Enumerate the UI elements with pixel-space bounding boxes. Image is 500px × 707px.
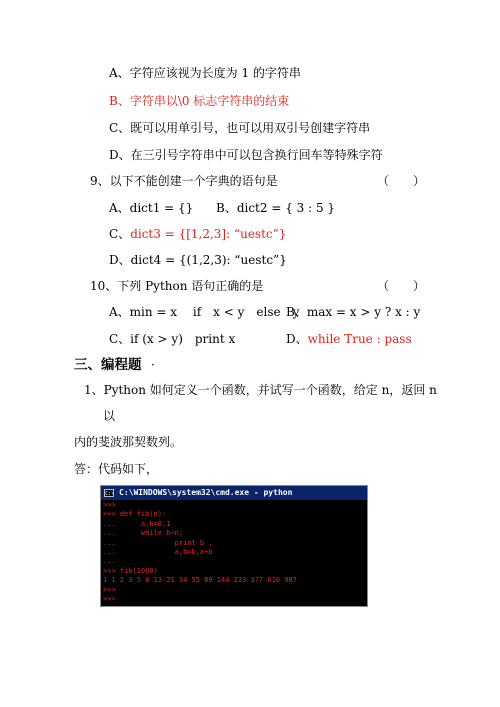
q9-option-c-prefix: C、 (109, 227, 131, 241)
console-line: >>> fib(1000) (103, 566, 158, 575)
console-line: >>> (103, 585, 116, 594)
programming-question-line2: 以 (103, 409, 116, 423)
q9-option-c (109, 226, 286, 242)
q10-option-d-answer: while True : pass (307, 332, 412, 346)
q10-option-d-prefix: D、 (286, 332, 308, 346)
q9-answer-paren: （ ） (377, 174, 426, 188)
q9-option-d: D、dict4 = {(1,2,3): “uestc”} (109, 253, 287, 267)
console-line: 1 1 2 3 5 8 13 21 34 55 89 144 233 377 610 987 (103, 576, 297, 585)
programming-question-line3: 内的斐波那契数列。 (74, 435, 183, 449)
q8-option-b: B、字符串以\0 标志字符串的结束 (109, 94, 290, 108)
q8-option-d: D、在三引号字符串中可以包含换行回车等特殊字符 (109, 148, 383, 162)
q10-option-b: B、max = x > y ? x : y (286, 305, 421, 319)
q8-option-c: C、既可以用单引号，也可以用双引号创建字符串 (109, 121, 371, 135)
console-line: ... (103, 557, 116, 566)
q9-option-b: B、dict2 = { 3 : 5 } (216, 201, 336, 215)
q10-question: 10、下列 Python 语句正确的是 (90, 279, 264, 293)
q10-option-a: A、min = x if x < y else y (109, 305, 300, 319)
console-line: >>> def fib(n): (103, 510, 167, 519)
q9-option-c-answer: dict3 = {[1,2,3]: “uestc”} (130, 227, 287, 241)
console-line: ... while b<n: (103, 529, 184, 538)
console-line: ... a,b=0,1 (103, 519, 171, 528)
section-heading-dot: · (151, 358, 155, 372)
console-line: >>> (103, 594, 116, 603)
q10-option-d (286, 331, 412, 347)
console-line: >>> (103, 501, 116, 509)
terminal-icon: C:\ (105, 491, 115, 497)
section-heading: 三、编程题 (74, 357, 142, 373)
cmd-output (101, 500, 367, 605)
q10-option-c: C、if (x > y) print x (109, 332, 236, 346)
programming-question-line1: 1、Python 如何定义一个函数，并试写一个函数，给定 n，返回 n (84, 383, 437, 397)
q9-question: 9、以下不能创建一个字典的语句是 (90, 174, 278, 188)
cmd-title-bar (101, 486, 367, 500)
cmd-title-text: C:\WINDOWS\system32\cmd.exe - python (119, 488, 293, 497)
console-line: ... a,b=b,a+b (103, 547, 213, 556)
cmd-console-window (100, 485, 368, 607)
q8-option-a: A、字符应该视为长度为 1 的字符串 (109, 66, 301, 80)
q9-option-a: A、dict1 = {} (109, 201, 194, 215)
answer-intro: 答：代码如下， (74, 462, 159, 476)
q10-answer-paren: （ ） (377, 279, 426, 293)
console-line: ... print b , (103, 538, 213, 547)
